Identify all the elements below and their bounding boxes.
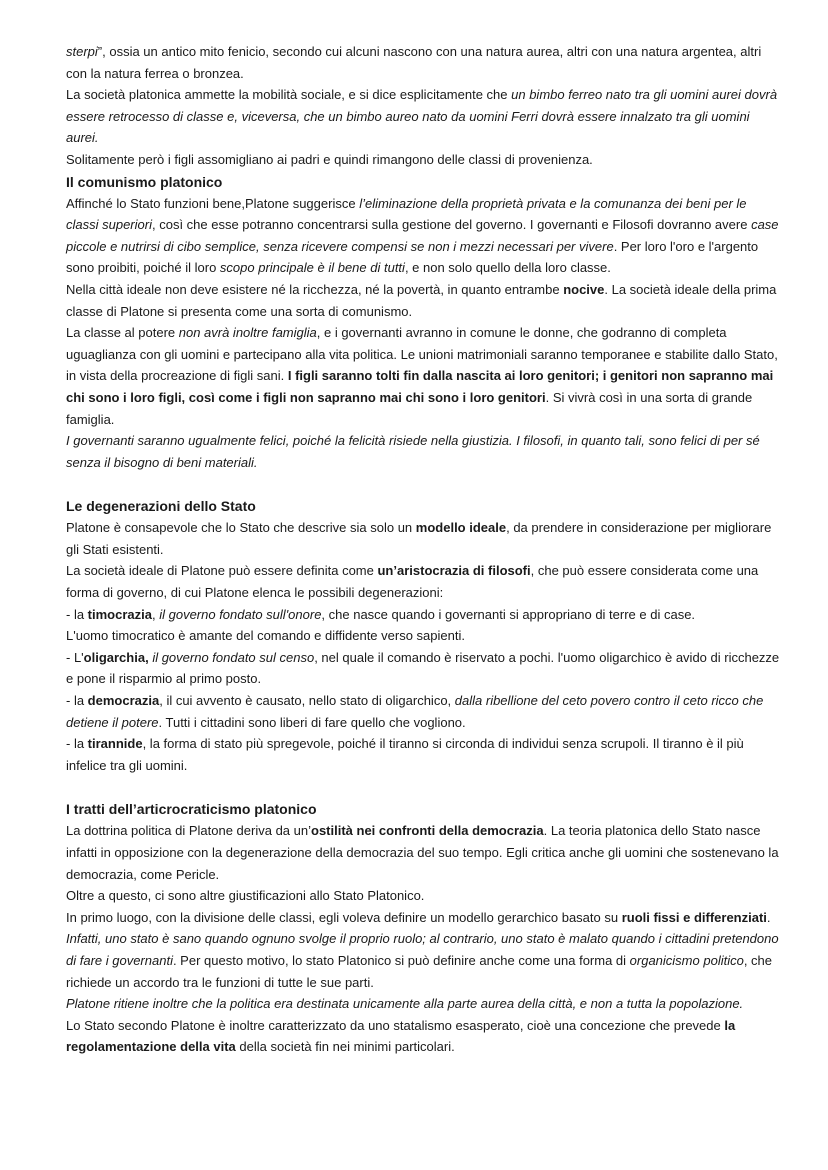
text-run: Oltre a questo, ci sono altre giustificazioni allo Stato Platonico.	[66, 888, 425, 904]
text-run: La società platonica ammette la mobilità sociale, e si dice esplicitamente che	[66, 87, 512, 103]
section-heading: Le degenerazioni dello Stato	[66, 498, 256, 515]
paragraph	[66, 1015, 780, 1058]
text-run: . Per loro l'oro e l'argento sono proibiti, poiché il loro	[66, 238, 759, 276]
italic-text: I governanti saranno ugualmente felici, poiché la felicità risiede nella giustizia. I filosofi, in quanto tali, sono felici di per sé senza il bisogno di beni materiali.	[66, 433, 760, 470]
list-item	[66, 604, 780, 626]
italic-text: un bimbo ferreo nato tra gli uomini aurei dovrà essere retrocesso di classe e, viceversa, che un bimbo aureo nato da uomini Ferri dovrà essere innalzato tra gli uomini aurei.	[66, 87, 778, 146]
list-item	[66, 647, 780, 690]
paragraph	[66, 430, 780, 473]
italic-text: scopo principale è il bene di tutti	[219, 260, 405, 276]
bold-text: oligarchia,	[83, 649, 149, 665]
text-run: , che può essere considerata come una forma di governo, di cui Platone elenca le possibili degenerazioni:	[66, 563, 759, 601]
text-run: La società ideale di Platone può essere definita come	[66, 563, 378, 579]
bold-text: nocive	[563, 281, 605, 297]
paragraph	[66, 820, 780, 885]
paragraph	[66, 84, 780, 149]
text-run: della società fin nei minimi particolari.	[235, 1039, 455, 1055]
text-run: Affinché lo Stato funzioni bene,Platone suggerisce	[66, 195, 360, 211]
bold-text: ostilità nei confronti della democrazia	[311, 823, 544, 839]
bold-text: timocrazia	[87, 606, 152, 622]
italic-text: Infatti, uno stato è sano quando ognuno svolge il proprio ruolo; al contrario, uno stato è malato quando i cittadini pretendono di fare i governanti	[66, 931, 779, 968]
text-run: . Si vivrà così in una sorta di grande famiglia.	[66, 389, 753, 427]
spacer	[66, 473, 780, 495]
text-run: La classe al potere	[66, 325, 179, 341]
text-run: , così che esse potranno concentrarsi sulla gestione del governo. I governanti e Filosofi dovranno avere	[151, 217, 752, 233]
text-run: , che nasce quando i governanti si appropriano di terre e di case.	[321, 606, 696, 622]
italic-text: dalla ribellione del ceto povero contro il ceto ricco che detiene il potere	[66, 693, 764, 730]
text-run: La dottrina politica di Platone deriva da un’	[66, 823, 311, 839]
text-run: . La teoria platonica dello Stato nasce infatti in opposizione con la degenerazione della democrazia del suo tempo. Egli critica anche gli uomini che sostenevano la democrazia, come Pericle.	[66, 823, 779, 882]
text-run: - la	[66, 736, 88, 752]
section-heading: I tratti dell’articrocraticismo platonico	[66, 801, 317, 818]
text-run: .	[766, 909, 771, 925]
text-run: . Tutti i cittadini sono liberi di fare quello che vogliono.	[158, 714, 466, 730]
text-run: - L'	[66, 649, 84, 665]
text-run: , e non solo quello della loro classe.	[404, 260, 611, 276]
paragraph	[66, 560, 780, 603]
italic-text: il governo fondato sull'onore	[159, 606, 322, 622]
text-run: , la forma di stato più spregevole, poiché il tiranno si circonda di individui senza scrupoli. Il tiranno è il più infelice tra gli uomini.	[66, 736, 744, 773]
text-run: Solitamente però i figli assomigliano ai padri e quindi rimangono delle classi di provenienza.	[66, 151, 593, 167]
text-run: , da prendere in considerazione per migliorare gli Stati esistenti.	[66, 520, 772, 557]
bold-text: un’aristocrazia di filosofi	[377, 563, 531, 579]
paragraph	[66, 885, 780, 907]
text-run: ”, ossia un antico mito fenicio, secondo cui alcuni nascono con una natura aurea, altri con una natura argentea, altri con la natura ferrea o bronzea.	[66, 44, 762, 81]
text-run: , nel quale il comando è riservato a pochi. l'uomo oligarchico è avido di ricchezze e pone il risparmio al primo posto.	[66, 649, 780, 687]
text-run: ,	[151, 606, 160, 622]
italic-text: non avrà inoltre famiglia	[178, 325, 317, 341]
text-run: , che richiede un accordo tra le funzioni di tutte le sue parti.	[66, 952, 773, 990]
paragraph	[66, 993, 780, 1015]
text-run: L'uomo timocratico è amante del comando e diffidente verso sapienti.	[66, 628, 465, 644]
paragraph	[66, 322, 780, 430]
text-run: Nella città ideale non deve esistere né la ricchezza, né la povertà, in quanto entrambe	[66, 281, 564, 297]
paragraph	[66, 193, 780, 279]
bold-text: ruoli fissi e differenziati	[621, 909, 767, 925]
italic-text: il governo fondato sul censo	[152, 649, 315, 665]
list-item	[66, 690, 780, 733]
text-run: - la	[66, 606, 88, 622]
bold-text: I figli saranno tolti fin dalla nascita ai loro genitori; i genitori non sapranno mai chi sono i loro figli, così come i figli non sapranno mai chi sono i loro genitori	[66, 368, 774, 405]
section-heading: Il comunismo platonico	[66, 173, 223, 190]
text-run: Platone è consapevole che lo Stato che descrive sia solo un	[66, 520, 416, 536]
text-run: - la	[66, 693, 88, 709]
bold-text: tirannide	[87, 736, 143, 752]
text-run: Lo Stato secondo Platone è inoltre caratterizzato da uno statalismo esasperato, cioè una concezione che prevede	[66, 1017, 725, 1033]
paragraph	[66, 41, 780, 84]
italic-text: l’eliminazione della proprietà privata e la comunanza dei beni per le classi superiori	[66, 195, 747, 233]
paragraph	[66, 517, 780, 560]
text-run: In primo luogo, con la divisione delle classi, egli voleva definire un modello gerarchico basato su	[66, 909, 622, 925]
paragraph	[66, 907, 780, 993]
italic-text: case piccole e nutrirsi di cibo semplice, senza ricevere compensi se non i mezzi necessari per vivere	[66, 217, 779, 254]
paragraph	[66, 279, 780, 322]
italic-text: sterpi	[66, 44, 98, 59]
paragraph	[66, 149, 780, 171]
paragraph	[66, 625, 780, 647]
italic-text: organicismo politico	[629, 952, 744, 968]
bold-text: modello ideale	[415, 520, 507, 536]
italic-text: Platone ritiene inoltre che la politica era destinata unicamente alla parte aurea della città, e non a tutta la popolazione.	[66, 996, 744, 1012]
text-run: . La società ideale della prima classe di Platone si presenta come una sorta di comunismo.	[66, 281, 777, 319]
text-run: , e i governanti avranno in comune le donne, che godranno di completa uguaglianza con gli uomini e partecipano alla vita politica. Le unioni matrimoniali saranno temporanee e stabilite dallo Stato, in vista della procreazione di figli sani.	[66, 325, 778, 384]
list-item	[66, 733, 780, 776]
spacer	[66, 776, 780, 798]
text-run: . Per questo motivo, lo stato Platonico si può definire anche come una forma di	[172, 952, 630, 968]
text-run: , il cui avvento è causato, nello stato di oligarchico,	[159, 693, 455, 709]
bold-text: democrazia	[87, 693, 160, 709]
bold-text: la regolamentazione della vita	[66, 1017, 736, 1055]
